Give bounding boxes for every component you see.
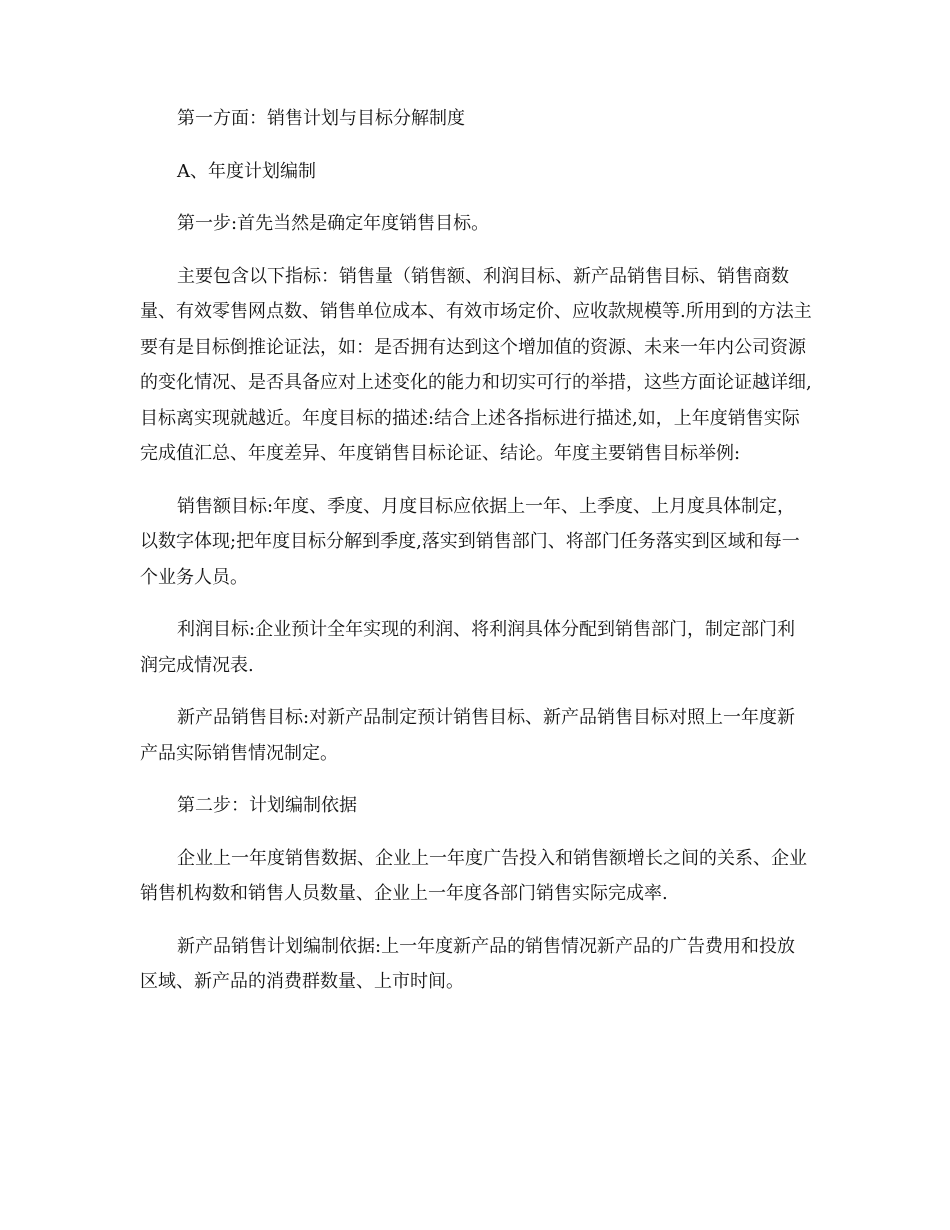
- profit-target-paragraph: 利润目标:企业预计全年实现的利润、将利润具体分配到销售部门，制定部门利润完成情况表.: [140, 619, 796, 676]
- step-two-heading: 第二步：计划编制依据: [177, 795, 357, 816]
- new-product-basis-paragraph: 新产品销售计划编制依据:上一年度新产品的销售情况新产品的广告费用和投放区域、新产品的消费群数量、上市时间。: [140, 935, 796, 992]
- sales-target-paragraph: 销售额目标:年度、季度、月度目标应依据上一年、上季度、上月度具体制定，以数字体现;把年度目标分解到季度,落实到销售部门、将部门任务落实到区域和每一个业务人员。: [140, 495, 800, 588]
- subsection-heading: A、年度计划编制: [177, 160, 316, 182]
- new-product-target-paragraph: 新产品销售目标:对新产品制定预计销售目标、新产品销售目标对照上一年度新产品实际销售情况制定。: [140, 707, 796, 764]
- step-one-heading: 第一步:首先当然是确定年度销售目标。: [177, 213, 490, 234]
- section-heading: 第一方面：销售计划与目标分解制度: [177, 108, 465, 129]
- document-body: [140, 101, 812, 1017]
- planning-basis-paragraph: 企业上一年度销售数据、企业上一年度广告投入和销售额增长之间的关系、企业销售机构数和销售人员数量、企业上一年度各部门销售实际完成率.: [140, 847, 807, 904]
- indicators-paragraph: 主要包含以下指标：销售量（销售额、利润目标、新产品销售目标、销售商数量、有效零售网点数、销售单位成本、有效市场定价、应收款规模等.所用到的方法主要有是目标倒推论证法，如：是否拥有达到这个增加值的资源、未来一年内公司资源的变化情况、是否具备应对上述变化的能力和切实可行的举措，这些方面论证越详细,目标离实现就越近。年度目标的描述:结合上述各指标进行描述,如，上年度销售实际完成值汇总、年度差异、年度销售目标论证、结论。年度主要销售目标举例:: [140, 265, 812, 464]
